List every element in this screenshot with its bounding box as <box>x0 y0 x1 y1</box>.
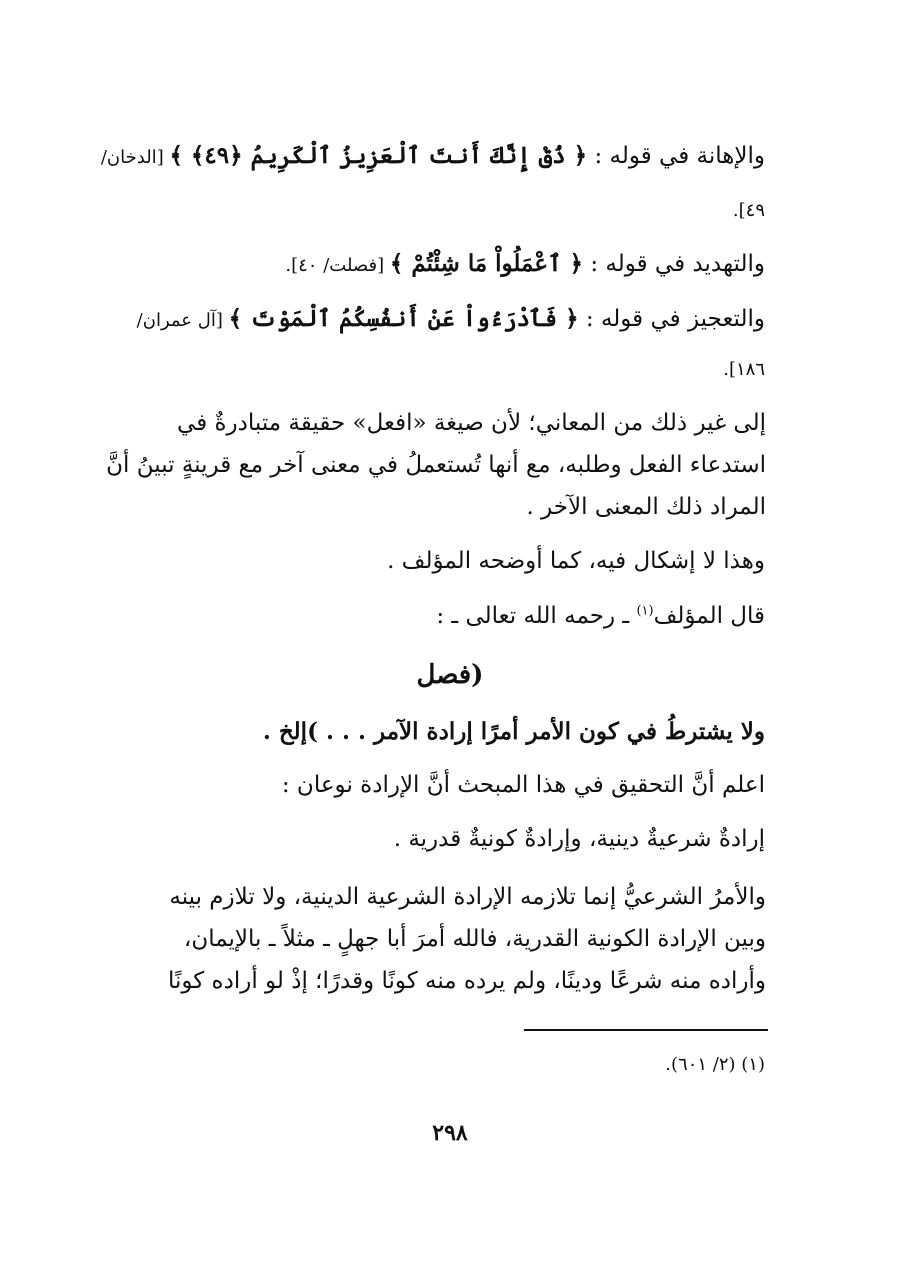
verse-reference-cont: ٤٩]. <box>732 200 765 221</box>
paragraph-1-line-1: إلى غير ذلك من المعاني؛ لأن صيغة «افعل» حقيقة متبادرةٌ في <box>177 410 766 436</box>
text-line-3 <box>171 250 765 279</box>
paragraph-7-line-2: وبين الإرادة الكونية القدرية، فالله أمرَ أبا جهلٍ ـ مثلاً ـ بالإيمان، <box>183 926 766 952</box>
quote-lead: قال المؤلف <box>653 603 765 629</box>
page-number: ٢٩٨ <box>432 1120 468 1146</box>
quran-verse: ﴿ ٱعْمَلُواْ مَا شِئْتُمْ ﴾ <box>389 250 584 277</box>
quoted-matn: ولا يشترطُ في كون الأمر أمرًا إرادة الآمر . . . )إلخ . <box>262 718 765 745</box>
quote-tail: ـ رحمه الله تعالى ـ : <box>436 603 637 629</box>
text-line-5 <box>125 355 765 383</box>
lead-text: والتعجيز في قوله : <box>578 306 765 332</box>
verse-reference: [فصلت/ ٤٠]. <box>285 255 390 276</box>
paragraph-3 <box>171 603 765 631</box>
verse-reference: [الدخان/ <box>100 147 170 168</box>
lead-text: والإهانة في قوله : <box>587 143 765 169</box>
section-heading: (فصل <box>416 660 484 690</box>
text-line-1 <box>100 142 765 171</box>
paragraph-1-line-2: استدعاء الفعل وطلبه، مع أنها تُستعملُ في معنى آخر مع قرينةٍ تبينُ أنَّ <box>106 452 766 478</box>
footnote-divider <box>524 1029 768 1031</box>
verse-reference-cont: ١٨٦]. <box>723 359 765 380</box>
paragraph-1-line-3: المراد ذلك المعنى الآخر . <box>526 494 766 520</box>
quran-verse: ﴿ فَٱدْرَءُواْ عَنْ أَنفُسِكُمُ ٱلْمَوْتَ ﴾ <box>228 305 579 332</box>
paragraph-7-line-3: وأراده منه شرعًا ودينًا، ولم يرده منه كونًا وقدرًا؛ إذْ لو أراده كونًا <box>168 968 766 994</box>
paragraph-7-line-1: والأمرُ الشرعيُّ إنما تلازمه الإرادة الشرعية الدينية، ولا تلازم بينه <box>169 884 766 910</box>
footnote: (١) (٢/ ٦٠١). <box>665 1054 765 1075</box>
paragraph-5: اعلم أنَّ التحقيق في هذا المبحث أنَّ الإرادة نوعان : <box>281 772 765 798</box>
text-line-2 <box>125 196 765 224</box>
paragraph-2: وهذا لا إشكال فيه، كما أوضحه المؤلف . <box>387 548 765 574</box>
quran-verse: ﴿ ذُقْ إِنَّكَ أَنتَ ٱلْعَزِيزُ ٱلْكَرِيمُ ﴿٤٩﴾ ﴾ <box>169 142 588 169</box>
text-line-4 <box>125 305 765 334</box>
paragraph-6: إرادةٌ شرعيةٌ دينية، وإرادةٌ كونيةٌ قدرية . <box>393 826 765 852</box>
verse-reference: [آل عمران/ <box>136 310 229 331</box>
lead-text: والتهديد في قوله : <box>583 251 765 277</box>
footnote-marker: (١) <box>636 603 654 619</box>
